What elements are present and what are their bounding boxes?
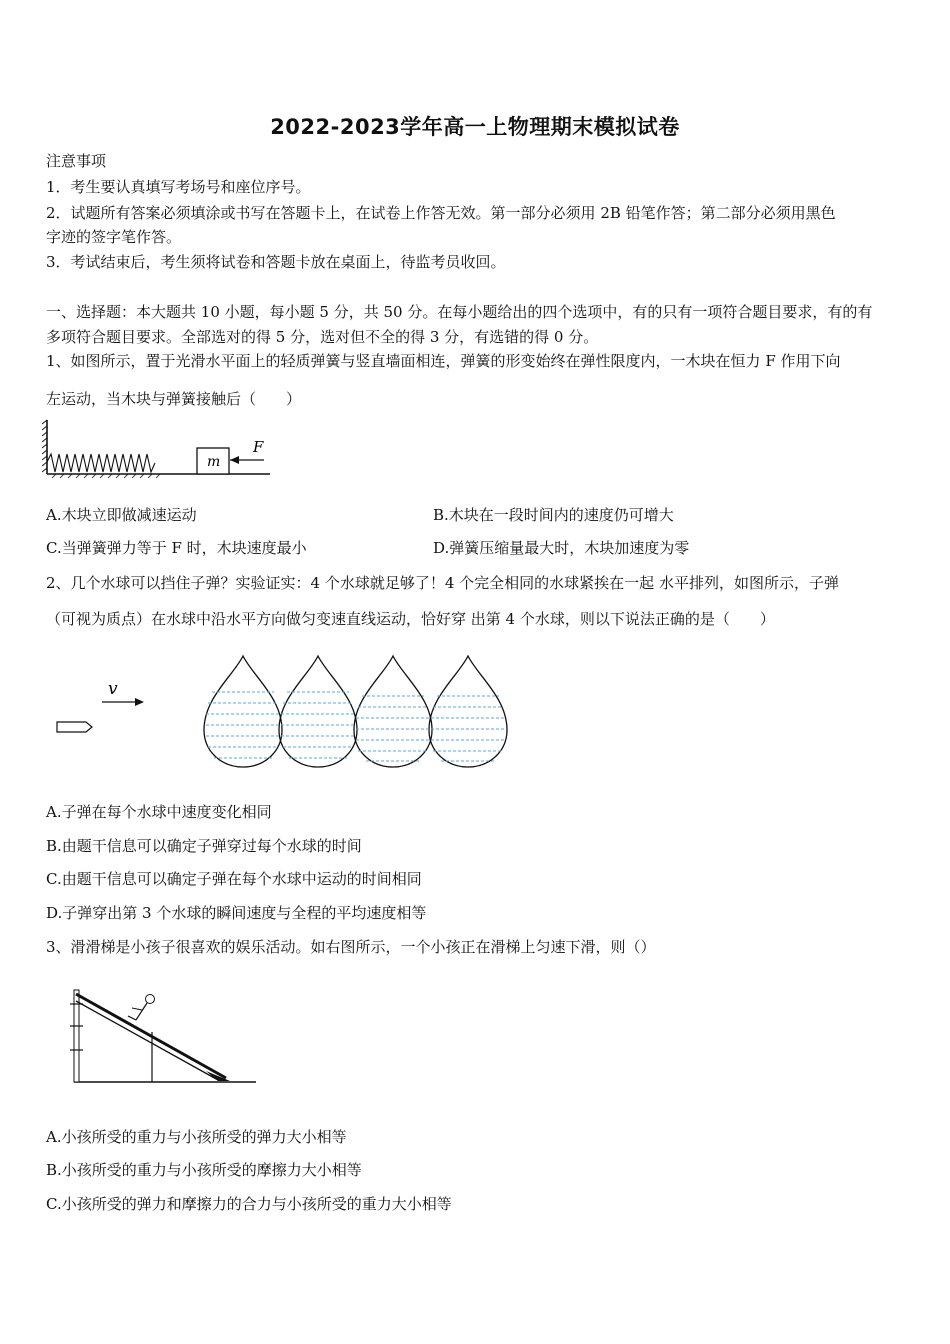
- child-leg: [128, 1016, 136, 1020]
- q1-option-d: D.弹簧压缩量最大时，木块加速度为零: [433, 539, 690, 557]
- notice-item-1: 1．考生要认真填写考场号和座位序号。: [46, 178, 311, 196]
- bullet: [57, 722, 92, 732]
- q3-option-b: B.小孩所受的重力与小孩所受的摩擦力大小相等: [46, 1161, 362, 1179]
- water-ball-3: [354, 656, 432, 767]
- child-arm: [132, 1008, 142, 1010]
- spring: [47, 454, 155, 472]
- section-instructions-line1: 一、选择题：本大题共 10 小题，每小题 5 分，共 50 分。在每小题给出的四个选项中，有的只有一项符合题目要求，有的有: [46, 303, 873, 321]
- q2-stem-line1: 2、几个水球可以挡住子弹？实验证实：4 个水球就足够了！4 个完全相同的水球紧挨在一起 水平排列，如图所示，子弹: [46, 574, 839, 592]
- slide-top-rail: [76, 994, 226, 1078]
- force-arrowhead: [230, 456, 239, 464]
- q2-option-a: A.子弹在每个水球中速度变化相同: [46, 803, 272, 821]
- water-ball-2: [279, 656, 357, 767]
- q1-spring-figure: [42, 418, 276, 478]
- notice-item-3: 3．考试结束后，考生须将试卷和答题卡放在桌面上，待监考员收回。: [46, 253, 506, 271]
- q3-option-c: C.小孩所受的弹力和摩擦力的合力与小孩所受的重力大小相等: [46, 1195, 452, 1213]
- q3-stem: 3、滑滑梯是小孩子很喜欢的娱乐活动。如右图所示，一个小孩正在滑梯上匀速下滑，则（）: [46, 938, 656, 956]
- q3-option-a: A.小孩所受的重力与小孩所受的弹力大小相等: [46, 1128, 347, 1146]
- velocity-arrowhead: [135, 698, 144, 706]
- child-body: [136, 1003, 147, 1020]
- q2-option-c: C.由题干信息可以确定子弹在每个水球中运动的时间相同: [46, 870, 422, 888]
- q2-option-b: B.由题干信息可以确定子弹穿过每个水球的时间: [46, 837, 362, 855]
- child-head: [146, 995, 155, 1004]
- q1-option-c: C.当弹簧弹力等于 F 时，木块速度最小: [46, 539, 307, 557]
- q1-option-a: A.木块立即做减速运动: [46, 506, 197, 524]
- slide-bottom-rail: [76, 1001, 218, 1080]
- mass-label: m: [207, 454, 221, 470]
- velocity-label: v: [108, 679, 118, 699]
- notice-heading: 注意事项: [46, 152, 107, 170]
- notice-item-2-cont: 字迹的签字笔作答。: [46, 228, 182, 246]
- section-instructions-line2: 多项符合题目要求。全部选对的得 5 分，选对但不全的得 3 分，有选错的得 0 分。: [46, 328, 599, 346]
- notice-item-2: 2．试题所有答案必须填涂或书写在答题卡上，在试卷上作答无效。第一部分必须用 2B 铅笔作答；第二部分必须用黑色: [46, 204, 836, 222]
- q1-stem-line1: 1、如图所示，置于光滑水平面上的轻质弹簧与竖直墙面相连，弹簧的形变始终在弹性限度内，一木块在恒力 F 作用下向: [46, 352, 841, 370]
- page-title: 2022-2023学年高一上物理期末模拟试卷: [270, 115, 680, 139]
- q2-stem-line2: （可视为质点）在水球中沿水平方向做匀变速直线运动，恰好穿 出第 4 个水球，则以下说法正确的是（ ）: [46, 610, 775, 628]
- q1-option-b: B.木块在一段时间内的速度仍可增大: [433, 506, 674, 524]
- force-label: F: [253, 438, 264, 456]
- water-ball-4: [429, 656, 507, 767]
- water-lines: [206, 692, 505, 761]
- q3-slide-figure: [66, 982, 262, 1090]
- q2-option-d: D.子弹穿出第 3 个水球的瞬间速度与全程的平均速度相等: [46, 904, 427, 922]
- water-ball-1: [204, 656, 282, 767]
- q2-water-balls-figure: [52, 650, 514, 780]
- q1-stem-line2: 左运动，当木块与弹簧接触后（ ）: [46, 390, 302, 408]
